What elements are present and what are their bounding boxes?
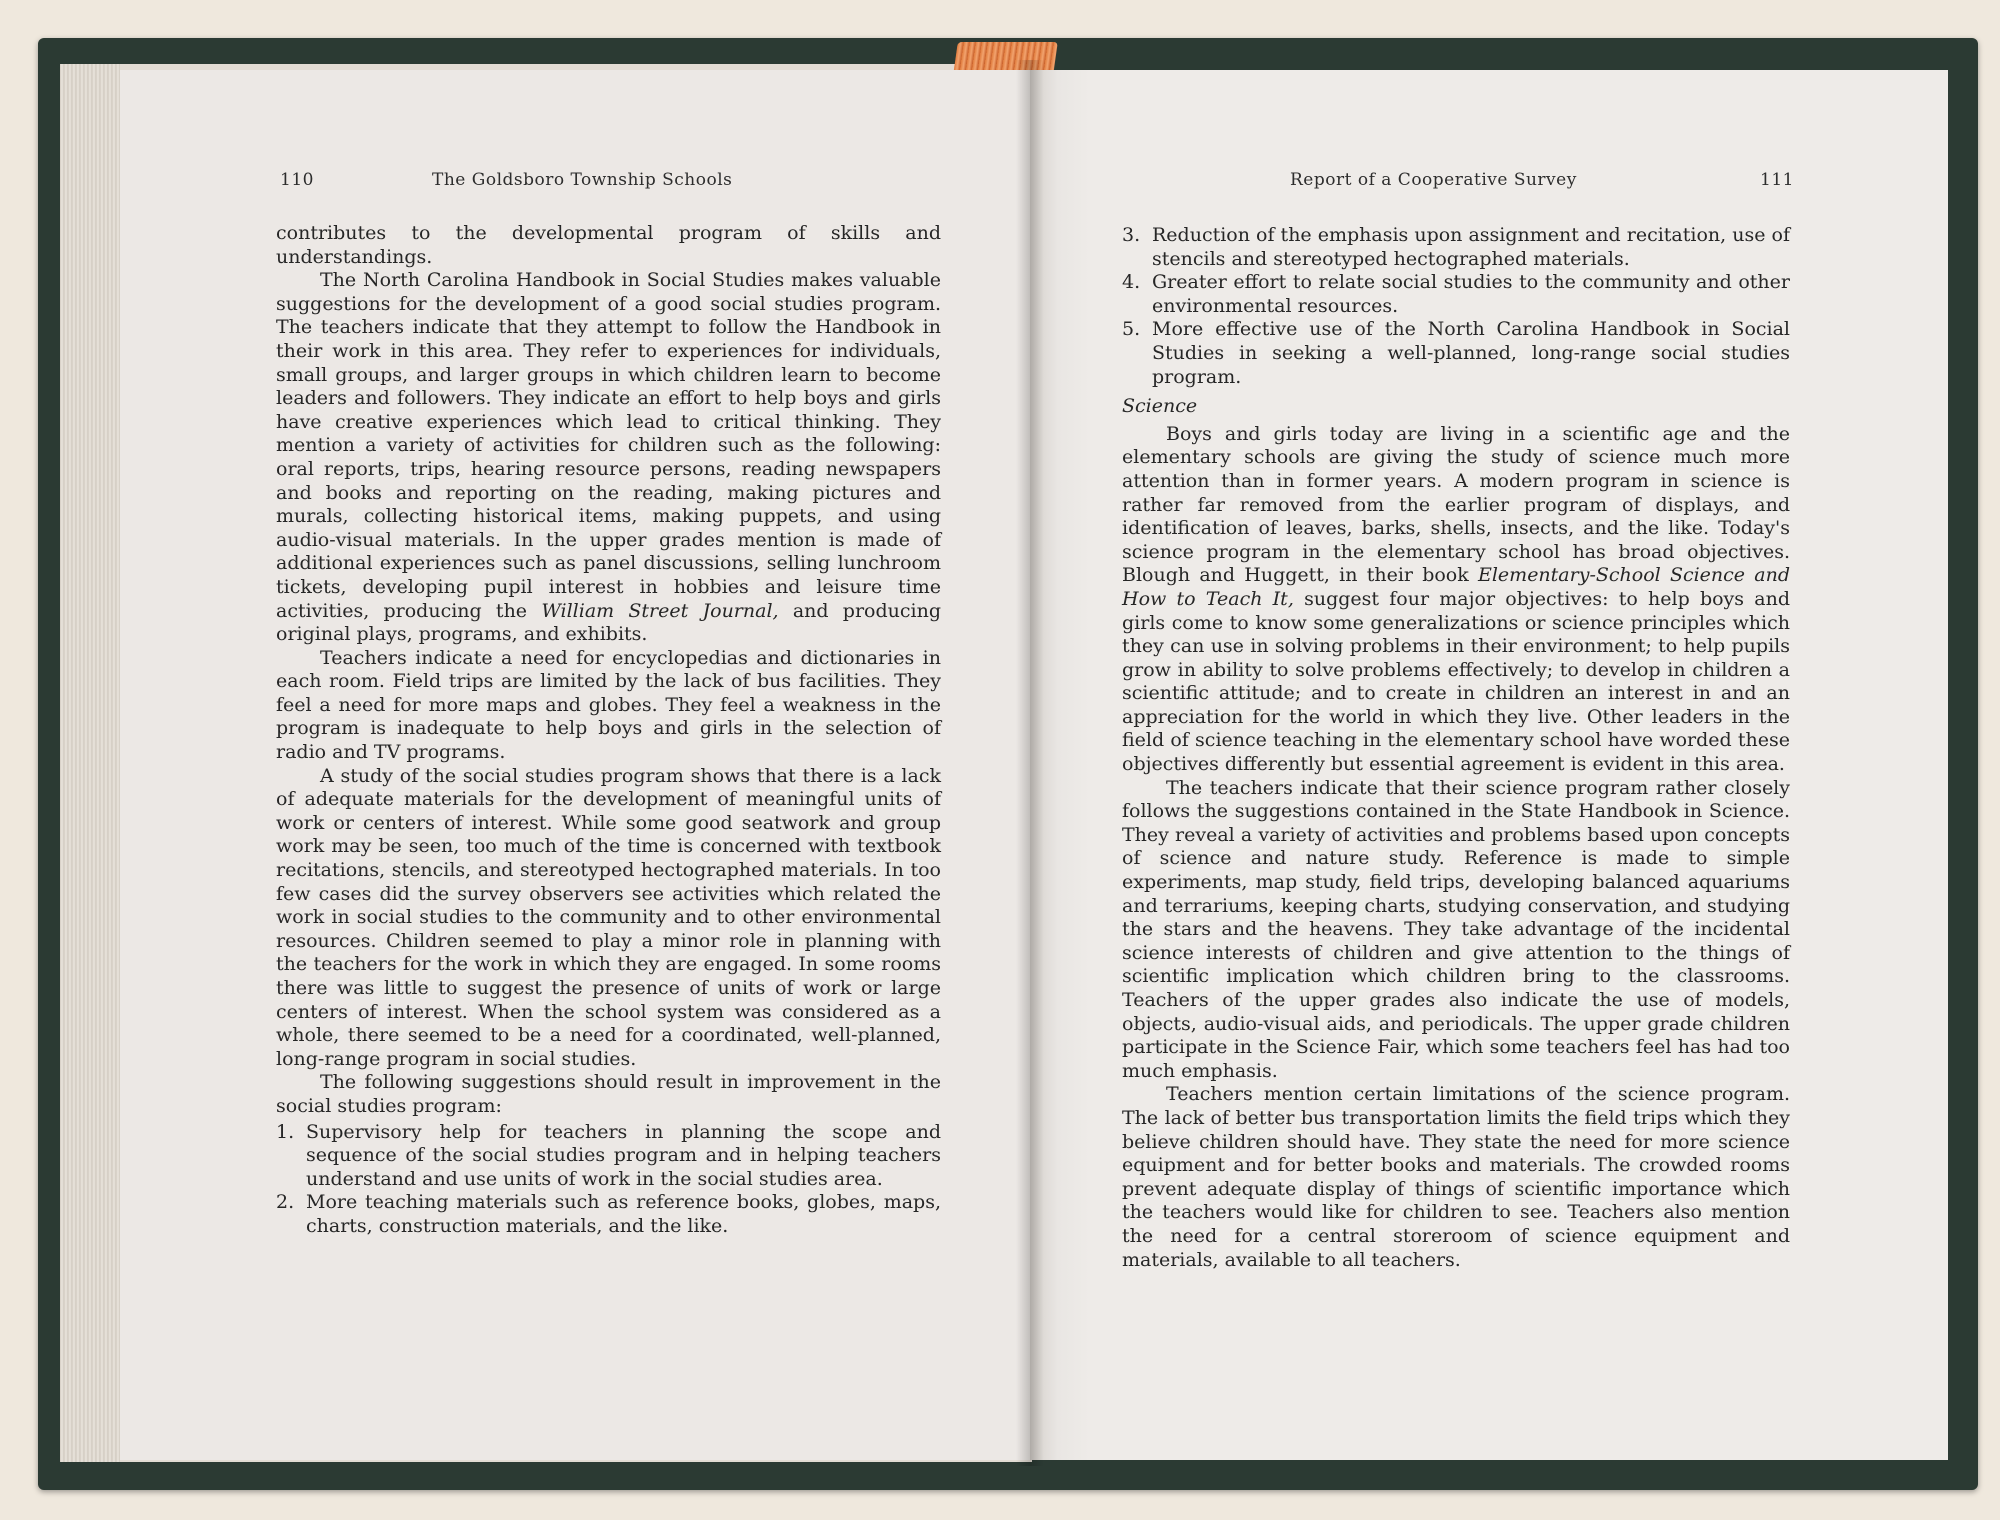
list-item: 2. More teaching materials such as reference books, globes, maps, charts, construction materials, and the like. [276, 1191, 941, 1237]
suggestion-list [276, 1121, 941, 1239]
paragraph: contributes to the developmental program of skills and understandings. [276, 222, 941, 268]
book-gutter [1016, 60, 1044, 1466]
section-heading-science: Science [1122, 395, 1198, 418]
right-running-head: Report of a Cooperative Survey [1290, 170, 1577, 190]
left-page-body [276, 222, 941, 1239]
paragraph: Teachers indicate a need for encyclopedias and dictionaries in each room. Field trips are limited by the lack of bus facilities. They feel a need for more maps and globes. They feel a weakness in the program is inadequate to help boys and girls in the selection of radio and TV programs. [276, 646, 941, 764]
paragraph: The North Carolina Handbook in Social Studies makes valuable suggestions for the development of a good social studies program. The teachers indicate that they attempt to follow the Handbook in their work in this area. They refer to experiences for individuals, small groups, and larger groups in which children learn to become leaders and followers. They indicate an effort to help boys and girls have creative experiences which lead to critical thinking. They mention a variety of activities for children such as the following: oral reports, trips, hearing resource persons, reading newspapers and books and reporting on the reading, making pictures and murals, collecting historical items, making puppets, and using audio-visual materials. In the upper grades mention is made of additional experiences such as panel discussions, selling lunchroom tickets, developing pupil interest in hobbies and leisure time activities, producing the William Street Journal, and producing original plays, programs, and exhibits. [276, 269, 942, 646]
paragraph: The teachers indicate that their science program rather closely follows the suggestions contained in the State Handbook in Science. They reveal a variety of activities and problems based upon concepts of science and nature study. Reference is made to simple experiments, map study, field trips, developing balanced aquariums and terrariums, keeping charts, studying conservation, and studying the stars and the heavens. They take advantage of the incidental science interests of children and give attention to the things of scientific implication which children bring to the classrooms. Teachers of the upper grades also indicate the use of models, objects, audio-visual aids, and periodicals. The upper grade children participate in the Science Fair, which some teachers feel has had too much emphasis. [1122, 776, 1790, 1082]
list-item: 4. Greater effort to relate social studies to the community and other environmental resources. [1122, 271, 1790, 317]
paragraph: A study of the social studies program shows that there is a lack of adequate materials for the development of meaningful units of work or centers of interest. While some good seatwork and group work may be seen, too much of the time is concerned with textbook recitations, stencils, and stereotyped hectographed materials. In too few cases did the survey observers see activities which related the work in social studies to the community and to other environmental resources. Children seemed to play a minor role in planning with the teachers for the work in which they are engaged. In some rooms there was little to suggest the presence of units of work or large centers of interest. When the school system was considered as a whole, there seemed to be a need for a coordinated, well-planned, long-range program in social studies. [276, 764, 941, 1070]
list-item: 3. Reduction of the emphasis upon assignment and recitation, use of stencils and stereotyped hectographed materials. [1122, 224, 1790, 270]
left-running-head: The Goldsboro Township Schools [432, 170, 733, 190]
left-page-number: 110 [280, 170, 314, 190]
list-item: 1. Supervisory help for teachers in planning the scope and sequence of the social studies program and in helping teachers understand and use units of work in the social studies area. [276, 1120, 941, 1190]
paragraph: Boys and girls today are living in a scientific age and the elementary schools are giving the study of science much more attention than in former years. A modern program in science is rather far removed from the earlier program of displays, and identification of leaves, barks, shells, insects, and the like. Today's science program in the elementary school has broad objectives. Blough and Huggett, in their book Elementary-School Science and How to Teach It, suggest four major objectives: to help boys and girls come to know some generalizations or science principles which they can use in solving problems in their environment; to help pupils grow in ability to solve problems effectively; to develop in children a scientific attitude; and to create in children an interest in and an appreciation for the world in which they live. Other leaders in the field of science teaching in the elementary school have worded these objectives differently but essential agreement is evident in this area. [1122, 422, 1790, 776]
paragraph: Teachers mention certain limitations of the science program. The lack of better bus transportation limits the field trips which they believe children should have. They state the need for more science equipment and for better books and materials. The crowded rooms prevent adequate display of things of scientific importance which the teachers would like for children to see. Teachers also mention the need for a central storeroom of science equipment and materials, available to all teachers. [1122, 1083, 1790, 1271]
right-page-number: 111 [1760, 170, 1794, 190]
paragraph: The following suggestions should result in improvement in the social studies program: [276, 1071, 941, 1117]
right-page-body [1122, 222, 1790, 1272]
list-item: 5. More effective use of the North Carolina Handbook in Social Studies in seeking a well-planned, long-range social studies program. [1122, 318, 1790, 388]
suggestion-list-continued [1122, 224, 1790, 389]
